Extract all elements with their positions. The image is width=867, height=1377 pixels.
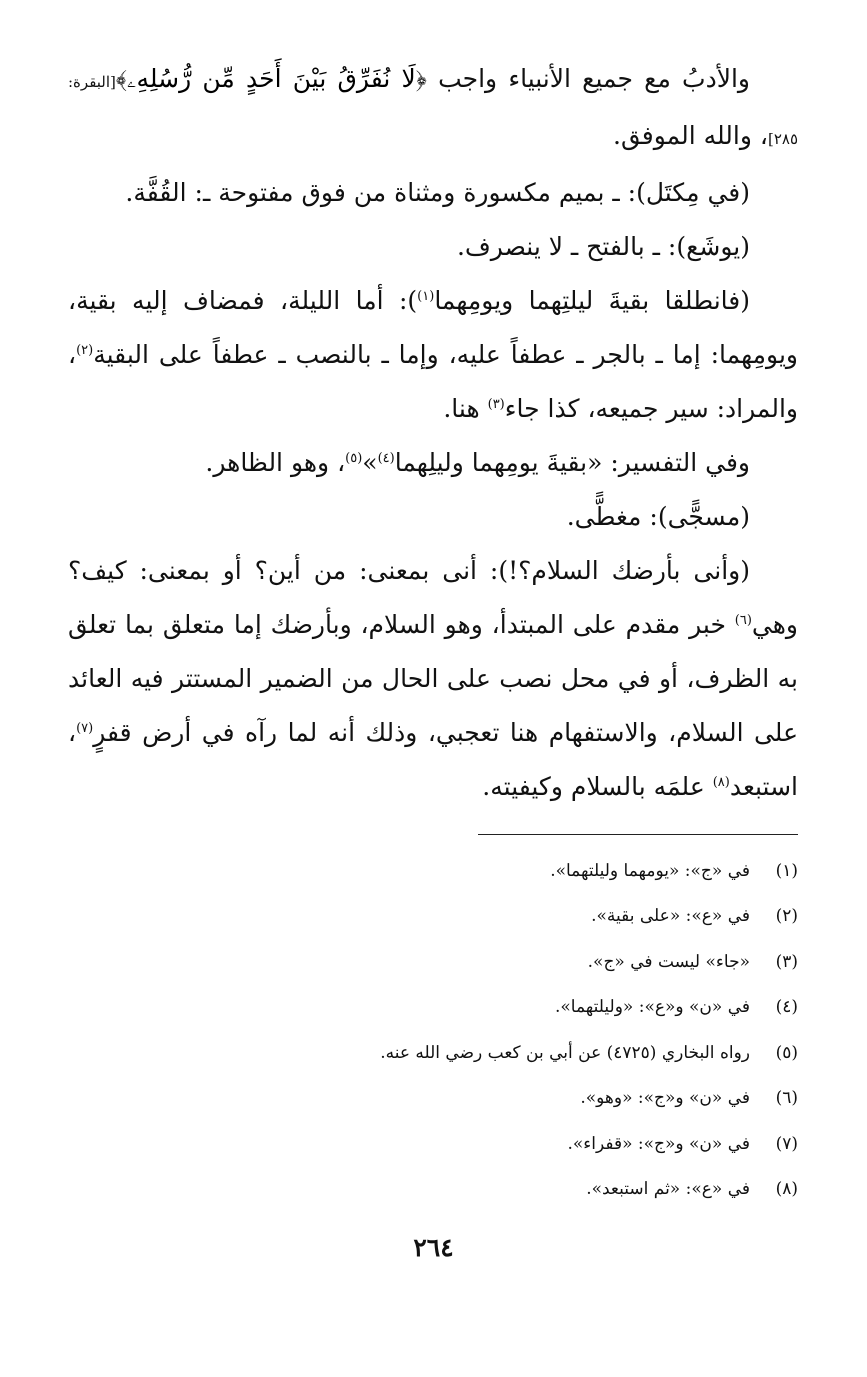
p4-b: ): أما الليلة، فمضاف إليه بقية، ويومِهما: إما ـ بالجر ـ عطفاً عليه، وإما ـ بالنصب ـ عطفاً على البقية (68, 286, 798, 369)
footnote-7 (68, 1121, 798, 1167)
footnote-5 (68, 1030, 798, 1076)
footnote-number: (٧) (775, 1133, 798, 1154)
footnote-marker-7: (٧) (76, 721, 94, 736)
page-number: ٢٦٤ (413, 1233, 454, 1262)
footnote-marker-1: (١) (417, 289, 435, 304)
p7-b: خبر مقدم على المبتدأ، وهو السلام، وبأرضك إما متعلق بما تعلق به الظرف، أو في محل نصب على الحال من الضمير المستتر فيه العائد على السلام، والاستفهام هنا تعجبي، وذلك أنه لما رآه في أرض قفرٍ (68, 610, 798, 747)
footnote-marker-3: (٣) (487, 397, 505, 412)
p4-d: هنا. (443, 394, 488, 423)
footnote-number: (٣) (775, 951, 798, 972)
footnote-number: (٨) (775, 1179, 798, 1200)
p1-lead: والأدبُ مع جميع الأنبياء واجب (426, 64, 750, 93)
p7-c: ، استبعد (68, 718, 798, 801)
p5-a: وفي التفسير: «بقيةَ يومِهما وليلِهما (394, 448, 750, 477)
main-text (68, 52, 798, 814)
footnote-text: رواه البخاري (٤٧٢٥) عن أبي بن كعب رضي الله عنه. (380, 1042, 750, 1063)
paragraph-3: (يوشَع): ـ بالفتح ـ لا ينصرف. (456, 232, 750, 261)
footnote-marker-6: (٦) (734, 613, 752, 628)
footnote-2 (68, 894, 798, 940)
footnote-8 (68, 1167, 798, 1213)
p5-b: » (362, 448, 378, 477)
footnote-text: في «ع»: «ثم استبعد». (586, 1179, 750, 1200)
footnote-marker-2: (٢) (76, 343, 94, 358)
footnote-number: (٦) (775, 1088, 798, 1109)
paragraph-6: (مسجًّى): مغطًّى. (566, 502, 750, 531)
footnote-text: في «ج»: «يومهما وليلتهما». (550, 860, 750, 881)
footnote-marker-4: (٤) (377, 451, 395, 466)
paragraph-5 (68, 436, 798, 490)
footnotes (68, 848, 798, 1212)
footnote-1 (68, 848, 798, 894)
footnote-text: في «ن» و«ج»: «وهو». (580, 1088, 750, 1109)
footnote-separator (478, 834, 798, 835)
paragraph-4 (68, 274, 798, 436)
p7-a: (وأنى بأرضك السلام؟!): أنى بمعنى: من أين؟ أو بمعنى: كيف؟ وهي (68, 556, 798, 639)
footnote-number: (٥) (775, 1042, 798, 1063)
footnote-6 (68, 1076, 798, 1122)
footnote-text: في «ن» و«ج»: «قفراء». (567, 1133, 750, 1154)
p4-c: ، والمراد: سير جميعه، كذا جاء (68, 340, 798, 423)
footnote-number: (٤) (775, 997, 798, 1018)
paragraph-1 (68, 52, 798, 166)
p5-c: ، وهو الظاهر. (205, 448, 346, 477)
paragraph-7 (68, 544, 798, 814)
p7-d: علمَه بالسلام وكيفيته. (482, 772, 713, 801)
footnote-text: «جاء» ليست في «ج». (587, 951, 750, 972)
footnote-text: في «ع»: «على بقية». (591, 906, 750, 927)
paragraph-2: (في مِكتَل): ـ بميم مكسورة ومثناة من فوق مفتوحة ـ: القُفَّة. (125, 178, 750, 207)
p1-tail: ، والله الموفق. (613, 121, 768, 150)
footnote-4 (68, 985, 798, 1031)
footnote-3 (68, 939, 798, 985)
p4-a: (فانطلقا بقيةَ ليلتِهما ويومِهما (434, 286, 750, 315)
footnote-marker-5: (٥) (345, 451, 363, 466)
quran-reference: [البقرة: ٢٨٥] (68, 73, 798, 148)
footnote-text: في «ن» و«ع»: «وليلتهما». (554, 997, 750, 1018)
footnote-number: (٢) (775, 906, 798, 927)
footnote-marker-8: (٨) (712, 775, 730, 790)
quran-verse: ﴿لَا نُفَرِّقُ بَيْنَ أَحَدٍ مِّن رُّسُلِهِۦ﴾ (115, 64, 427, 93)
footnote-number: (١) (775, 860, 798, 881)
